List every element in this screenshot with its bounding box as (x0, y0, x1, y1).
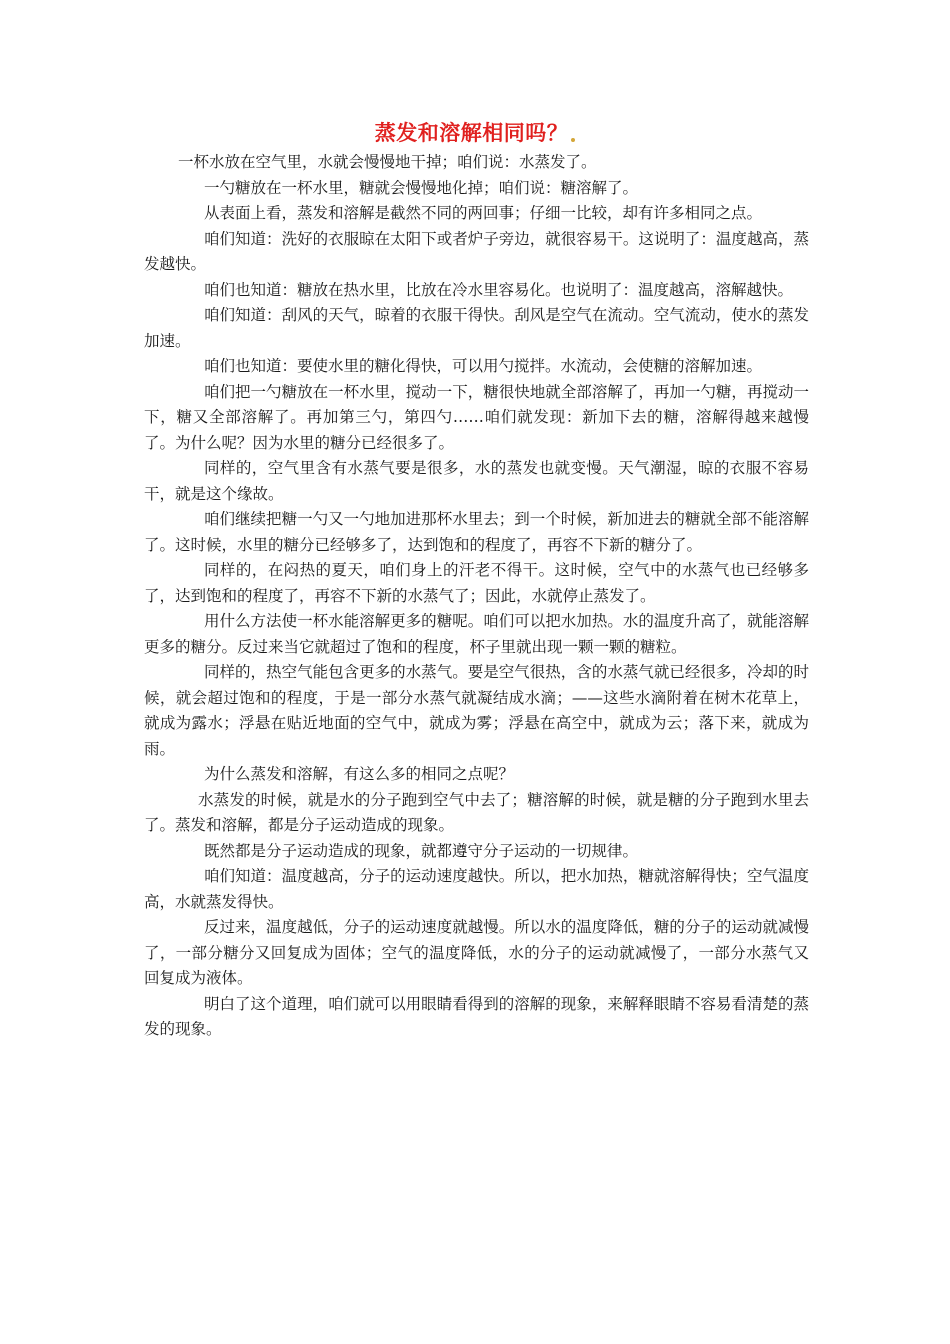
paragraph: 咱们把一勺糖放在一杯水里，搅动一下，糖很快地就全部溶解了，再加一勺糖，再搅动一下，糖又全部溶解了。再加第三勺，第四勺……咱们就发现：新加下去的糖，溶解得越来越慢了。为什么呢？因为水里的糖分已经很多了。 (144, 382, 809, 452)
paragraph: 咱们也知道：糖放在热水里，比放在冷水里容易化。也说明了：温度越高，溶解越快。 (204, 280, 794, 299)
paragraph: 咱们知道：温度越高，分子的运动速度越快。所以，把水加热，糖就溶解得快；空气温度高，水就蒸发得快。 (144, 867, 809, 911)
paragraph: 水蒸发的时候，就是水的分子跑到空气中去了；糖溶解的时候，就是糖的分子跑到水里去了。蒸发和溶解，都是分子运动造成的现象。 (144, 790, 809, 834)
title-mark (571, 138, 575, 142)
document-title (0, 118, 950, 148)
paragraph: 用什么方法使一杯水能溶解更多的糖呢。咱们可以把水加热。水的温度升高了，就能溶解更多的糖分。反过来当它就超过了饱和的程度，杯子里就出现一颗一颗的糖粒。 (144, 612, 809, 656)
paragraph: 一杯水放在空气里，水就会慢慢地干掉；咱们说：水蒸发了。 (178, 153, 597, 171)
paragraph: 咱们知道：刮风的天气，晾着的衣服干得快。刮风是空气在流动。空气流动，使水的蒸发加速。 (144, 306, 809, 350)
paragraph: 一勺糖放在一杯水里，糖就会慢慢地化掉；咱们说：糖溶解了。 (204, 178, 639, 197)
paragraph: 反过来，温度越低，分子的运动速度就越慢。所以水的温度降低，糖的分子的运动就减慢了，一部分糖分又回复成为固体；空气的温度降低，水的分子的运动就减慢了，一部分水蒸气又回复成为液体。 (144, 918, 809, 987)
paragraph: 同样的，空气里含有水蒸气要是很多，水的蒸发也就变慢。天气潮湿，晾的衣服不容易干，就是这个缘故。 (144, 459, 809, 503)
document-body (144, 150, 809, 1043)
paragraph: 同样的，热空气能包含更多的水蒸气。要是空气很热，含的水蒸气就已经很多，冷却的时候，就会超过饱和的程度，于是一部分水蒸气就凝结成水滴；——这些水滴附着在树木花草上，就成为露水；浮悬在贴近地面的空气中，就成为雾；浮悬在高空中，就成为云；落下来，就成为雨。 (144, 663, 809, 758)
paragraph: 咱们继续把糖一勺又一勺地加进那杯水里去；到一个时候，新加进去的糖就全部不能溶解了。这时候，水里的糖分已经够多了，达到饱和的程度了，再容不下新的糖分了。 (144, 510, 809, 554)
paragraph: 咱们也知道：要使水里的糖化得快，可以用勺搅拌。水流动，会使糖的溶解加速。 (204, 357, 763, 375)
paragraph: 为什么蒸发和溶解，有这么多的相同之点呢？ (204, 765, 515, 783)
paragraph: 明白了这个道理，咱们就可以用眼睛看得到的溶解的现象，来解释眼睛不容易看清楚的蒸发的现象。 (144, 994, 809, 1038)
paragraph: 同样的，在闷热的夏天，咱们身上的汗老不得干。这时候，空气中的水蒸气也已经够多了，达到饱和的程度了，再容不下新的水蒸气了；因此，水就停止蒸发了。 (144, 561, 809, 605)
paragraph: 咱们知道：洗好的衣服晾在太阳下或者炉子旁边，就很容易干。这说明了：温度越高，蒸发越快。 (144, 229, 809, 273)
paragraph: 既然都是分子运动造成的现象，就都遵守分子运动的一切规律。 (204, 841, 639, 860)
document-title-text: 蒸发和溶解相同吗？ (374, 121, 569, 145)
paragraph: 从表面上看，蒸发和溶解是截然不同的两回事；仔细一比较，却有许多相同之点。 (204, 204, 763, 222)
